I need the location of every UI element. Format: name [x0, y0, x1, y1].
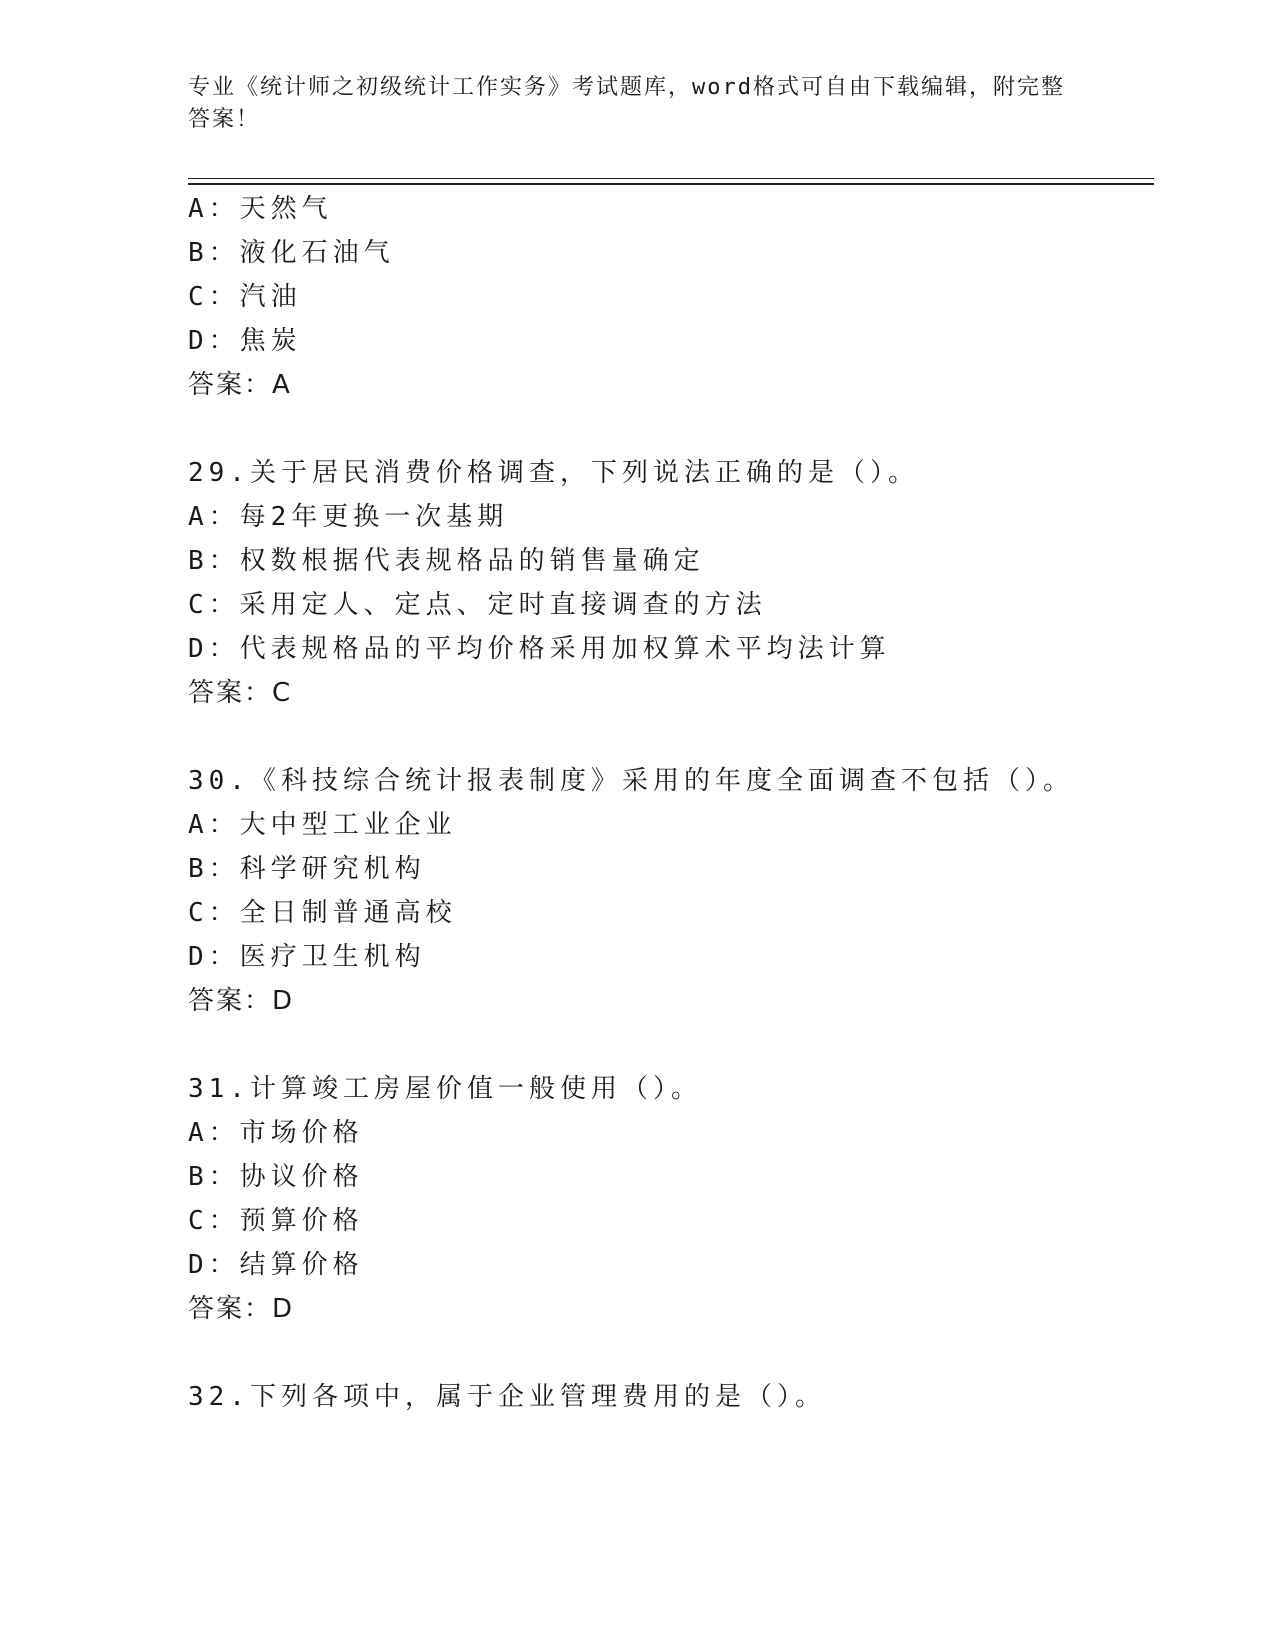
document-header: 专业《统计师之初级统计工作实务》考试题库，word格式可自由下载编辑，附完整答案！	[188, 75, 1065, 132]
answer: 答案：D	[188, 1294, 295, 1324]
option-c: C：汽油	[188, 282, 302, 312]
option-d: D：结算价格	[188, 1250, 364, 1280]
option-c: C：预算价格	[188, 1206, 364, 1236]
option-a: A：天然气	[188, 194, 333, 224]
question-stem: 29.关于居民消费价格调查，下列说法正确的是（）。	[188, 458, 919, 488]
option-b: B：液化石油气	[188, 238, 395, 268]
option-d: D：代表规格品的平均价格采用加权算术平均法计算	[188, 634, 891, 664]
question-stem: 32.下列各项中，属于企业管理费用的是（）。	[188, 1382, 826, 1412]
option-c: C：全日制普通高校	[188, 898, 457, 928]
answer: 答案：A	[188, 370, 292, 400]
option-a: A：市场价格	[188, 1118, 364, 1148]
option-a: A：大中型工业企业	[188, 810, 457, 840]
answer: 答案：C	[188, 678, 293, 708]
option-a: A：每2年更换一次基期	[188, 502, 509, 532]
option-d: D：医疗卫生机构	[188, 942, 426, 972]
option-b: B：科学研究机构	[188, 854, 426, 884]
header-divider-thin	[188, 178, 1154, 179]
option-b: B：权数根据代表规格品的销售量确定	[188, 546, 705, 576]
option-c: C：采用定人、定点、定时直接调查的方法	[188, 590, 767, 620]
answer: 答案：D	[188, 986, 295, 1016]
option-d: D：焦炭	[188, 326, 302, 356]
question-stem: 30.《科技综合统计报表制度》采用的年度全面调查不包括（）。	[188, 766, 1074, 796]
question-stem: 31.计算竣工房屋价值一般使用（）。	[188, 1074, 702, 1104]
option-b: B：协议价格	[188, 1162, 364, 1192]
header-divider-thick	[188, 183, 1154, 185]
